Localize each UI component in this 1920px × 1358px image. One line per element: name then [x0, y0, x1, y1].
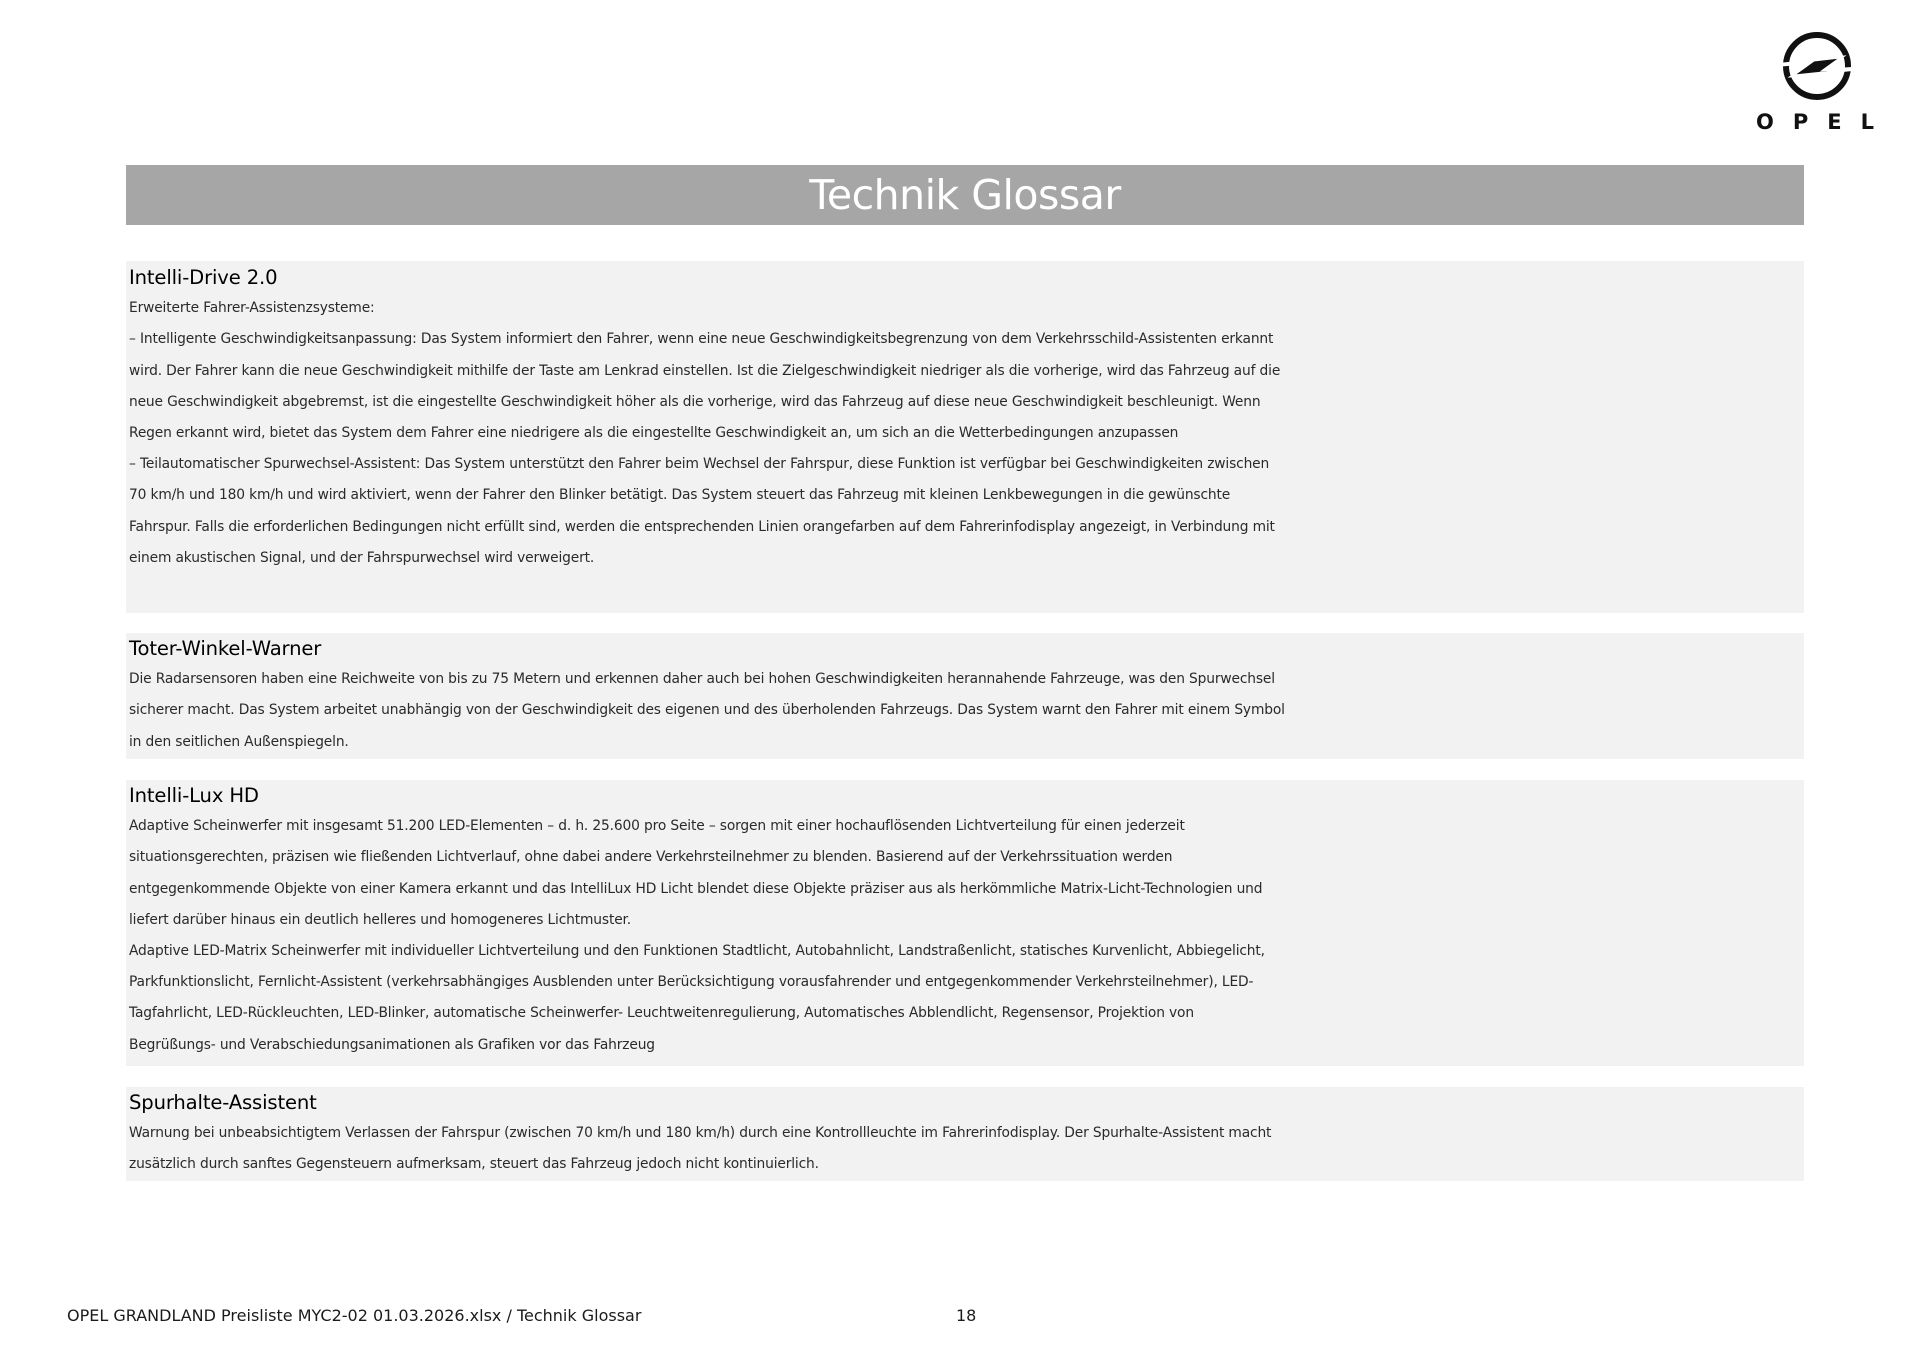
glossary-entry-toter-winkel-warner	[126, 633, 1804, 759]
title-bar	[126, 165, 1804, 225]
entry-text-line: – Intelligente Geschwindigkeitsanpassung: Das System informiert den Fahrer, wenn eine neue Geschwindigkeitsbegrenzung von dem Verkehrsschild-Assistenten erkannt	[129, 331, 1274, 348]
entry-text-line: wird. Der Fahrer kann die neue Geschwindigkeit mithilfe der Taste am Lenkrad einstellen. Ist die Zielgeschwindigkeit niedriger als die vorherige, wird das Fahrzeug auf die	[129, 362, 1281, 379]
entry-text-line: Tagfahrlicht, LED-Rückleuchten, LED-Blinker, automatische Scheinwerfer- Leuchtweitenregulierung, Automatisches Abblendlicht, Regensensor, Projektion von	[129, 1005, 1194, 1022]
page-title: Technik Glossar	[809, 171, 1121, 219]
opel-blitz-icon	[1744, 26, 1890, 106]
glossary-entry-intelli-lux-hd	[126, 780, 1804, 1066]
entry-text-line: situationsgerechten, präzisen wie fließenden Lichtverlauf, ohne dabei andere Verkehrsteilnehmer zu blenden. Basierend auf der Verkehrssituation werden	[129, 849, 1173, 866]
entry-text-line: Adaptive LED-Matrix Scheinwerfer mit individueller Lichtverteilung und den Funktionen Stadtlicht, Autobahnlicht, Landstraßenlicht, statisches Kurvenlicht, Abbiegelicht,	[129, 943, 1265, 960]
entry-text-line: Warnung bei unbeabsichtigtem Verlassen der Fahrspur (zwischen 70 km/h und 180 km/h) durch eine Kontrollleuchte im Fahrerinfodisplay. Der Spurhalte-Assistent macht	[129, 1125, 1272, 1142]
entry-heading: Intelli-Drive 2.0	[129, 266, 278, 289]
entry-heading: Spurhalte-Assistent	[129, 1091, 317, 1114]
entry-text-line: Begrüßungs- und Verabschiedungsanimationen als Grafiken vor das Fahrzeug	[129, 1036, 655, 1053]
entry-text-line: Erweiterte Fahrer-Assistenzsysteme:	[129, 300, 375, 317]
entry-text-line: einem akustischen Signal, und der Fahrspurwechsel wird verweigert.	[129, 549, 595, 566]
brand-wordmark: OPEL	[1756, 110, 1893, 134]
opel-logo	[1744, 26, 1893, 136]
entry-text-line: in den seitlichen Außenspiegeln.	[129, 733, 349, 750]
glossary-entry-intelli-drive	[126, 261, 1804, 613]
entry-text-line: Die Radarsensoren haben eine Reichweite von bis zu 75 Metern und erkennen daher auch bei hohen Geschwindigkeiten herannahende Fahrzeuge, was den Spurwechsel	[129, 671, 1275, 688]
entry-text-line: – Teilautomatischer Spurwechsel-Assistent: Das System unterstützt den Fahrer beim Wechsel der Fahrspur, diese Funktion ist verfügbar bei Geschwindigkeiten zwischen	[129, 456, 1270, 473]
entry-text-line: entgegenkommende Objekte von einer Kamera erkannt und das IntelliLux HD Licht blendet diese Objekte präziser aus als herkömmliche Matrix-Licht-Technologien und	[129, 880, 1263, 897]
entry-text-line: Fahrspur. Falls die erforderlichen Bedingungen nicht erfüllt sind, werden die entsprechenden Linien orangefarben auf dem Fahrerinfodisplay angezeigt, in Verbindung mit	[129, 518, 1275, 535]
footer-source: OPEL GRANDLAND Preisliste MYC2-02 01.03.2026.xlsx / Technik Glossar	[67, 1306, 642, 1325]
entry-text-line: sicherer macht. Das System arbeitet unabhängig von der Geschwindigkeit des eigenen und des überholenden Fahrzeugs. Das System warnt den Fahrer mit einem Symbol	[129, 702, 1285, 719]
entry-text-line: Regen erkannt wird, bietet das System dem Fahrer eine niedrigere als die eingestellte Geschwindigkeit an, um sich an die Wetterbedingungen anzupassen	[129, 425, 1179, 442]
entry-heading: Toter-Winkel-Warner	[129, 637, 322, 660]
entry-text-line: liefert darüber hinaus ein deutlich helleres und homogeneres Lichtmuster.	[129, 911, 632, 928]
entry-text-line: zusätzlich durch sanftes Gegensteuern aufmerksam, steuert das Fahrzeug jedoch nicht kontinuierlich.	[129, 1156, 819, 1173]
entry-heading: Intelli-Lux HD	[129, 784, 259, 807]
entry-text-line: Parkfunktionslicht, Fernlicht-Assistent (verkehrsabhängiges Ausblenden unter Berücksichtigung vorausfahrender und entgegenkommender Verkehrsteilnehmer), LED-	[129, 974, 1254, 991]
entry-text-line: Adaptive Scheinwerfer mit insgesamt 51.200 LED-Elementen – d. h. 25.600 pro Seite – sorgen mit einer hochauflösenden Lichtverteilung für einen jederzeit	[129, 818, 1185, 835]
page-number: 18	[956, 1306, 977, 1325]
glossary-entry-spurhalte-assistent	[126, 1087, 1804, 1181]
entry-text-line: neue Geschwindigkeit abgebremst, ist die eingestellte Geschwindigkeit höher als die vorherige, wird das Fahrzeug auf diese neue Geschwindigkeit beschleunigt. Wenn	[129, 393, 1261, 410]
entry-text-line: 70 km/h und 180 km/h und wird aktiviert, wenn der Fahrer den Blinker betätigt. Das System steuert das Fahrzeug mit kleinen Lenkbewegungen in die gewünschte	[129, 487, 1231, 504]
